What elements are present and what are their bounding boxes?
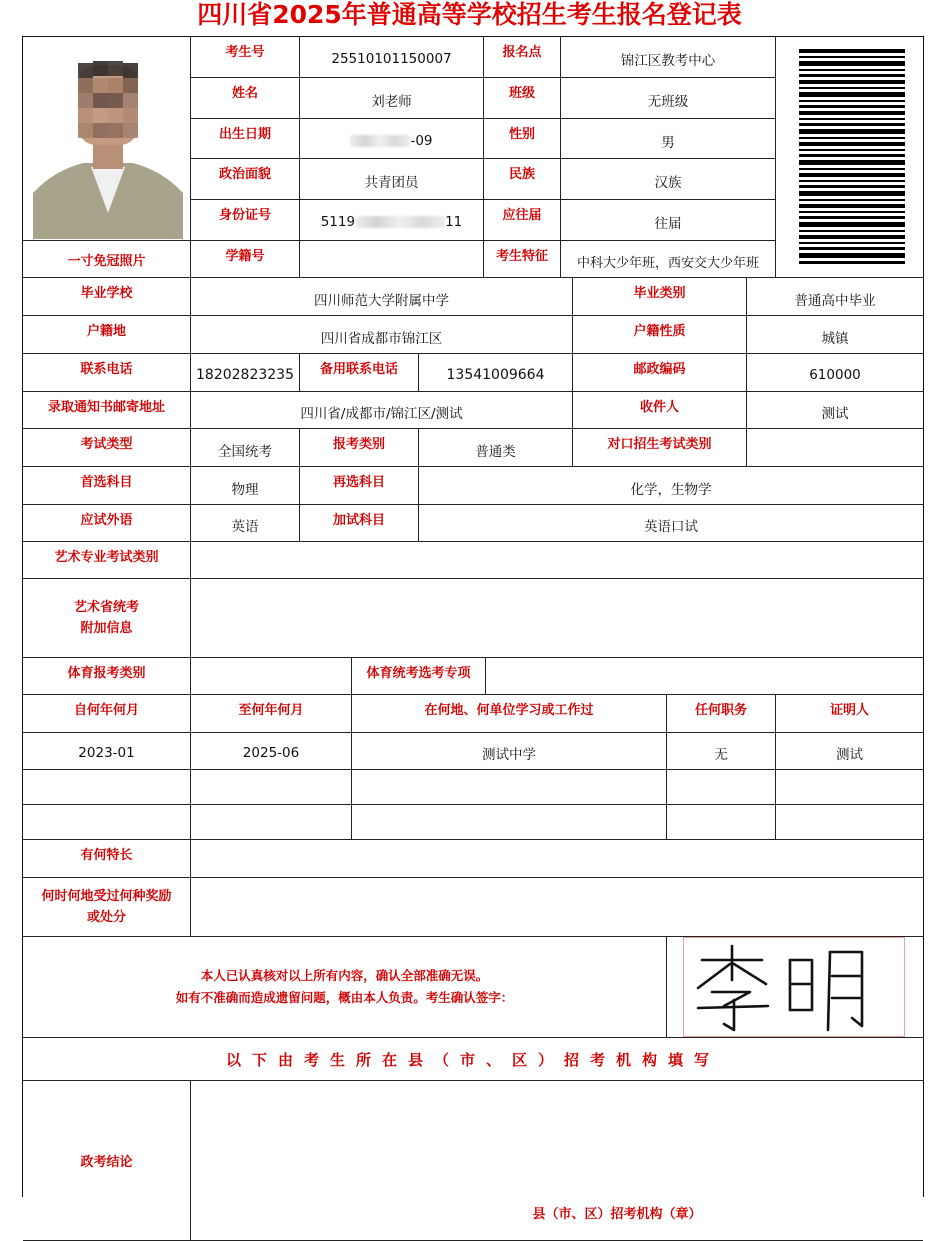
second-subject-value: 化学，生物学 <box>419 467 923 505</box>
registration-form <box>22 36 924 1222</box>
resume-cell <box>776 770 923 805</box>
ethnic-value: 汉族 <box>561 159 776 200</box>
signature-box[interactable] <box>683 937 905 1037</box>
resume-cell: 2023-01 <box>23 733 191 770</box>
photo-cell <box>23 37 191 241</box>
postcode-label: 邮政编码 <box>573 354 747 392</box>
reg-point-label: 报名点 <box>484 37 561 78</box>
barcode-image <box>799 49 905 264</box>
resume-cell <box>23 805 191 840</box>
sport-item-value <box>486 658 923 695</box>
photo-caption: 一寸免冠照片 <box>23 241 191 278</box>
ethnic-label: 民族 <box>484 159 561 200</box>
feature-value: 中科大少年班，西安交大少年班 <box>561 241 776 278</box>
first-subject-label: 首选科目 <box>23 467 191 505</box>
resume-cell: 无 <box>667 733 776 770</box>
recipient-label: 收件人 <box>573 392 747 429</box>
phone2-value: 13541009664 <box>419 354 573 392</box>
exam-no-label: 考生号 <box>191 37 300 78</box>
hukou-type-value: 城镇 <box>747 316 923 354</box>
specialty-value <box>191 840 923 878</box>
art-extra-value <box>191 579 923 658</box>
section-header-cell <box>23 1038 923 1081</box>
declaration-line-2: 如有不准确而造成遗留问题，概由本人负责。考生确认签字： <box>175 990 514 1005</box>
art-extra-label: 艺术省统考 附加信息 <box>23 579 191 658</box>
resume-cell <box>776 805 923 840</box>
second-subject-label: 再选科目 <box>300 467 419 505</box>
phone-value: 18202823235 <box>191 354 300 392</box>
declaration-line-1: 本人已认真核对以上所有内容，确认全部准确无误。 <box>200 968 489 983</box>
gender-label: 性别 <box>484 119 561 159</box>
resume-cell: 测试中学 <box>352 733 667 770</box>
exam-type-value: 全国统考 <box>191 429 300 467</box>
hukou-value: 四川省成都市锦江区 <box>191 316 573 354</box>
awards-label: 何时何地受过何种奖励 或处分 <box>23 878 191 937</box>
grad-type-value: 普通高中毕业 <box>747 278 923 316</box>
grad-type-label: 毕业类别 <box>573 278 747 316</box>
gender-value: 男 <box>561 119 776 159</box>
school-label: 毕业学校 <box>23 278 191 316</box>
declaration-cell <box>23 937 667 1038</box>
address-label: 录取通知书邮寄地址 <box>23 392 191 429</box>
specialty-label: 有何特长 <box>23 840 191 878</box>
handwritten-signature <box>684 938 904 1036</box>
resume-cell <box>191 805 352 840</box>
hukou-label: 户籍地 <box>23 316 191 354</box>
apply-type-value: 普通类 <box>419 429 573 467</box>
class-label: 班级 <box>484 78 561 119</box>
address-value: 四川省/成都市/锦江区/测试 <box>191 392 573 429</box>
resume-header-position: 任何职务 <box>667 695 776 733</box>
vocational-label: 对口招生考试类别 <box>573 429 747 467</box>
birth-value: -09 <box>300 119 484 159</box>
resume-header-to: 至何年何月 <box>191 695 352 733</box>
foreign-lang-label: 应试外语 <box>23 505 191 542</box>
phone2-label: 备用联系电话 <box>300 354 419 392</box>
section-header: 以下由考生所在县（市、区）招考机构填写 <box>225 1050 720 1069</box>
redaction-mark <box>350 135 410 147</box>
id-card-value: 5119 11 <box>300 200 484 241</box>
form-title: 四川省2025年普通高等学校招生考生报名登记表 <box>197 0 742 29</box>
sport-type-label: 体育报考类别 <box>23 658 191 695</box>
awards-value <box>191 878 923 937</box>
name-label: 姓名 <box>191 78 300 119</box>
grad-year-value: 往届 <box>561 200 776 241</box>
student-no-label: 学籍号 <box>191 241 300 278</box>
sport-type-value <box>191 658 352 695</box>
resume-cell: 2025-06 <box>191 733 352 770</box>
exam-no-value: 25510101150007 <box>300 37 484 78</box>
phone-label: 联系电话 <box>23 354 191 392</box>
hukou-type-label: 户籍性质 <box>573 316 747 354</box>
resume-cell <box>352 770 667 805</box>
resume-cell <box>667 770 776 805</box>
stamp-caption: 县（市、区）招考机构（章） <box>532 1207 702 1222</box>
apply-type-label: 报考类别 <box>300 429 419 467</box>
art-type-label: 艺术专业考试类别 <box>23 542 191 579</box>
id-card-label: 身份证号 <box>191 200 300 241</box>
postcode-value: 610000 <box>747 354 923 392</box>
resume-cell <box>667 805 776 840</box>
student-no-value <box>300 241 484 278</box>
foreign-lang-value: 英语 <box>191 505 300 542</box>
resume-cell: 测试 <box>776 733 923 770</box>
resume-header-place: 在何地、何单位学习或工作过 <box>352 695 667 733</box>
resume-header-from: 自何年何月 <box>23 695 191 733</box>
first-subject-value: 物理 <box>191 467 300 505</box>
resume-cell <box>352 805 667 840</box>
applicant-photo <box>33 43 183 239</box>
name-value: 刘老师 <box>300 78 484 119</box>
political-value: 共青团员 <box>300 159 484 200</box>
redaction-mark <box>355 216 445 228</box>
art-type-value <box>191 542 923 579</box>
recipient-value: 测试 <box>747 392 923 429</box>
political-label: 政治面貌 <box>191 159 300 200</box>
class-value: 无班级 <box>561 78 776 119</box>
grad-year-label: 应往届 <box>484 200 561 241</box>
political-review-value <box>191 1081 923 1241</box>
exam-type-label: 考试类型 <box>23 429 191 467</box>
sport-item-label: 体育统考选考专项 <box>352 658 486 695</box>
school-value: 四川师范大学附属中学 <box>191 278 573 316</box>
reg-point-value: 锦江区教考中心 <box>561 37 776 78</box>
extra-subject-label: 加试科目 <box>300 505 419 542</box>
resume-header-witness: 证明人 <box>776 695 923 733</box>
political-review-label: 政考结论 <box>23 1081 191 1241</box>
vocational-value <box>747 429 923 467</box>
resume-cell <box>191 770 352 805</box>
feature-label: 考生特征 <box>484 241 561 278</box>
birth-label: 出生日期 <box>191 119 300 159</box>
resume-cell <box>23 770 191 805</box>
extra-subject-value: 英语口试 <box>419 505 923 542</box>
